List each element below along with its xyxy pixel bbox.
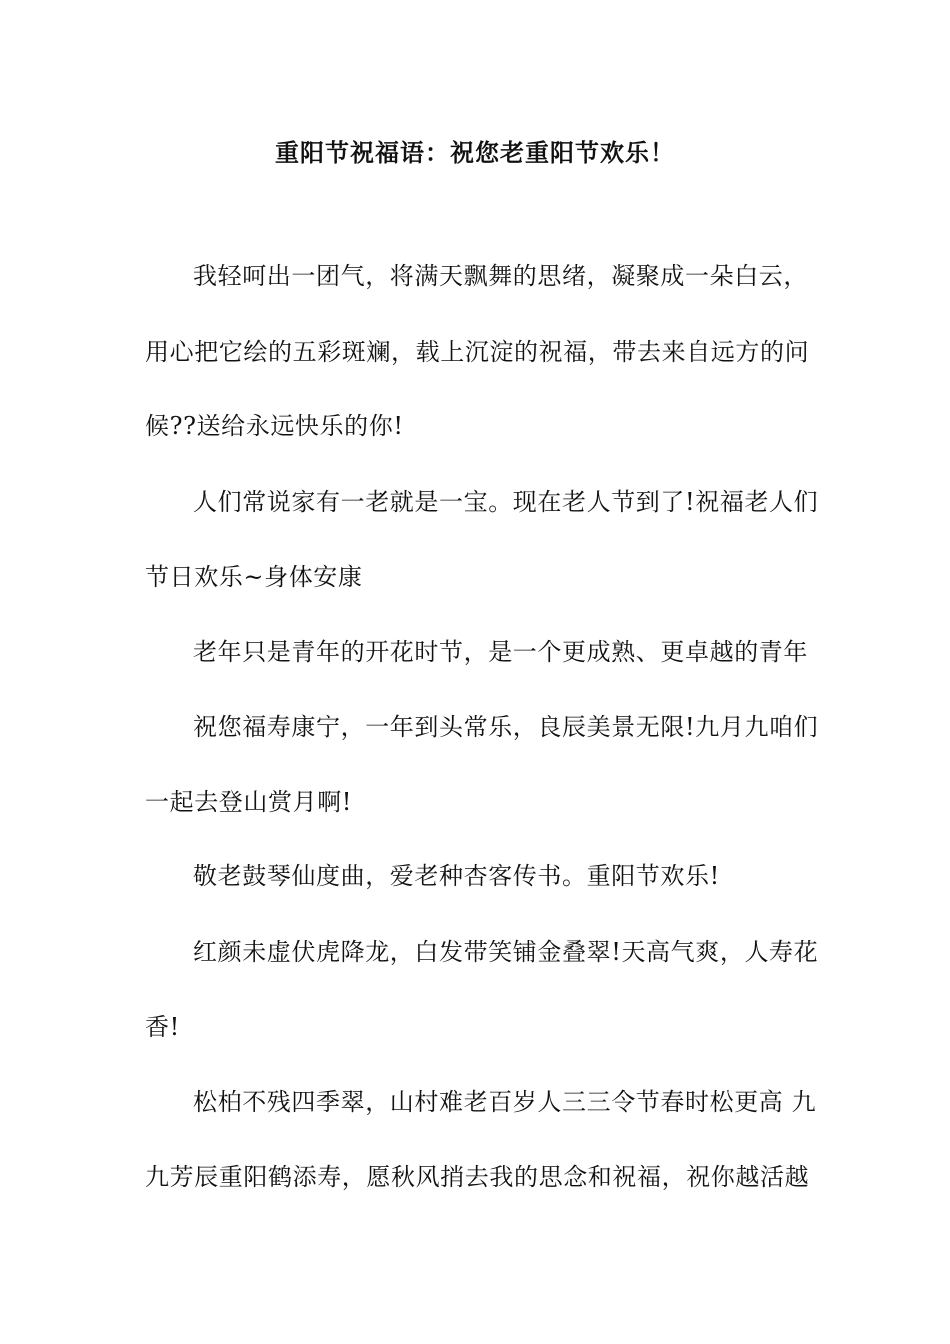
paragraph-7-line-1: 松柏不残四季翠，山村难老百岁人三三令节春时松更高 九 [193, 1088, 817, 1116]
paragraph-4-line-2: 一起去登山赏月啊! [145, 788, 353, 816]
paragraph-2-line-1: 人们常说家有一老就是一宝。现在老人节到了!祝福老人们 [193, 488, 819, 516]
document-title: 重阳节祝福语：祝您老重阳节欢乐！ [275, 138, 675, 167]
paragraph-1-line-2: 用心把它绘的五彩斑斓，载上沉淀的祝福，带去来自远方的问 [145, 338, 810, 366]
paragraph-3-line-1: 老年只是青年的开花时节，是一个更成熟、更卓越的青年 [193, 638, 808, 666]
paragraph-5-line-1: 敬老鼓琴仙度曲，爱老种杏客传书。重阳节欢乐! [193, 862, 720, 890]
paragraph-4-line-1: 祝您福寿康宁，一年到头常乐，良辰美景无限!九月九咱们 [193, 713, 819, 741]
paragraph-6-line-1: 红颜未虚伏虎降龙，白发带笑铺金叠翠!天高气爽，人寿花 [193, 938, 819, 966]
paragraph-7-line-2: 九芳辰重阳鹤添寿，愿秋风捎去我的思念和祝福，祝你越活越 [145, 1163, 810, 1191]
paragraph-1-line-3: 候??送给永远快乐的你! [145, 412, 404, 440]
paragraph-2-line-2: 节日欢乐~身体安康 [145, 563, 363, 591]
paragraph-1-line-1: 我轻呵出一团气，将满天飘舞的思绪，凝聚成一朵白云， [193, 262, 808, 290]
paragraph-6-line-2: 香! [145, 1013, 180, 1041]
